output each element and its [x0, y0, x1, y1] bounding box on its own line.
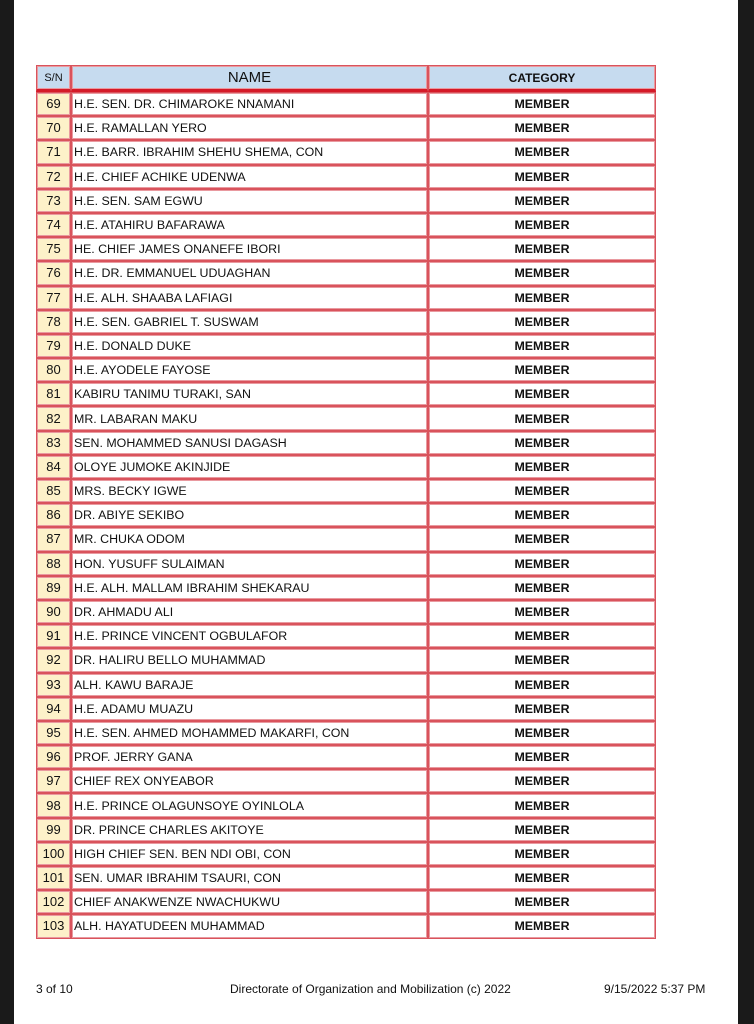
table-row	[36, 818, 656, 842]
row-name: DR. AHMADU ALI	[71, 600, 428, 624]
row-sn: 73	[36, 189, 71, 213]
row-name: H.E. ATAHIRU BAFARAWA	[71, 213, 428, 237]
table-row	[36, 431, 656, 455]
row-sn: 101	[36, 866, 71, 890]
row-category: MEMBER	[428, 189, 656, 213]
header-name: NAME	[71, 65, 428, 92]
row-category: MEMBER	[428, 92, 656, 116]
row-name: H.E. ALH. SHAABA LAFIAGI	[71, 286, 428, 310]
table-row	[36, 890, 656, 914]
row-category: MEMBER	[428, 890, 656, 914]
row-name: H.E. PRINCE OLAGUNSOYE OYINLOLA	[71, 793, 428, 817]
row-name: SEN. UMAR IBRAHIM TSAURI, CON	[71, 866, 428, 890]
row-category: MEMBER	[428, 673, 656, 697]
row-name: H.E. DONALD DUKE	[71, 334, 428, 358]
row-sn: 95	[36, 721, 71, 745]
row-name: H.E. RAMALLAN YERO	[71, 116, 428, 140]
row-sn: 93	[36, 673, 71, 697]
row-sn: 97	[36, 769, 71, 793]
row-sn: 84	[36, 455, 71, 479]
row-name: HIGH CHIEF SEN. BEN NDI OBI, CON	[71, 842, 428, 866]
row-category: MEMBER	[428, 382, 656, 406]
table-body	[36, 92, 656, 939]
row-category: MEMBER	[428, 721, 656, 745]
row-name: HON. YUSUFF SULAIMAN	[71, 552, 428, 576]
table-row	[36, 697, 656, 721]
table-row	[36, 745, 656, 769]
row-category: MEMBER	[428, 914, 656, 938]
row-sn: 99	[36, 818, 71, 842]
row-name: CHIEF REX ONYEABOR	[71, 769, 428, 793]
header-sn: S/N	[36, 65, 71, 92]
table-row	[36, 479, 656, 503]
row-category: MEMBER	[428, 165, 656, 189]
table-row	[36, 793, 656, 817]
row-sn: 81	[36, 382, 71, 406]
table-row	[36, 914, 656, 938]
table-row	[36, 358, 656, 382]
table-row	[36, 552, 656, 576]
row-category: MEMBER	[428, 745, 656, 769]
row-name: H.E. SEN. AHMED MOHAMMED MAKARFI, CON	[71, 721, 428, 745]
table-header-row	[36, 65, 656, 92]
row-category: MEMBER	[428, 624, 656, 648]
row-name: SEN. MOHAMMED SANUSI DAGASH	[71, 431, 428, 455]
row-name: H.E. CHIEF ACHIKE UDENWA	[71, 165, 428, 189]
row-name: ALH. KAWU BARAJE	[71, 673, 428, 697]
row-category: MEMBER	[428, 358, 656, 382]
table-row	[36, 261, 656, 285]
member-table-container	[36, 65, 656, 939]
row-sn: 70	[36, 116, 71, 140]
row-sn: 69	[36, 92, 71, 116]
row-sn: 102	[36, 890, 71, 914]
table-row	[36, 334, 656, 358]
row-category: MEMBER	[428, 213, 656, 237]
row-category: MEMBER	[428, 261, 656, 285]
row-category: MEMBER	[428, 576, 656, 600]
table-row	[36, 92, 656, 116]
row-name: PROF. JERRY GANA	[71, 745, 428, 769]
table-row	[36, 503, 656, 527]
row-category: MEMBER	[428, 286, 656, 310]
row-name: MR. LABARAN MAKU	[71, 406, 428, 430]
page-number: 3 of 10	[36, 982, 73, 996]
row-sn: 103	[36, 914, 71, 938]
row-name: H.E. AYODELE FAYOSE	[71, 358, 428, 382]
row-category: MEMBER	[428, 140, 656, 164]
table-row	[36, 455, 656, 479]
print-datetime: 9/15/2022 5:37 PM	[604, 982, 706, 996]
row-category: MEMBER	[428, 431, 656, 455]
row-sn: 72	[36, 165, 71, 189]
row-sn: 75	[36, 237, 71, 261]
row-name: DR. HALIRU BELLO MUHAMMAD	[71, 648, 428, 672]
row-sn: 89	[36, 576, 71, 600]
document-page	[14, 0, 738, 1024]
row-category: MEMBER	[428, 842, 656, 866]
row-sn: 87	[36, 527, 71, 551]
row-name: HE. CHIEF JAMES ONANEFE IBORI	[71, 237, 428, 261]
row-sn: 74	[36, 213, 71, 237]
row-name: OLOYE JUMOKE AKINJIDE	[71, 455, 428, 479]
table-row	[36, 213, 656, 237]
row-sn: 78	[36, 310, 71, 334]
row-category: MEMBER	[428, 334, 656, 358]
table-row	[36, 624, 656, 648]
row-name: DR. PRINCE CHARLES AKITOYE	[71, 818, 428, 842]
row-sn: 98	[36, 793, 71, 817]
row-name: ALH. HAYATUDEEN MUHAMMAD	[71, 914, 428, 938]
row-category: MEMBER	[428, 116, 656, 140]
table-row	[36, 842, 656, 866]
row-name: MR. CHUKA ODOM	[71, 527, 428, 551]
row-category: MEMBER	[428, 479, 656, 503]
table-row	[36, 648, 656, 672]
row-category: MEMBER	[428, 866, 656, 890]
row-category: MEMBER	[428, 406, 656, 430]
table-row	[36, 406, 656, 430]
row-name: CHIEF ANAKWENZE NWACHUKWU	[71, 890, 428, 914]
row-category: MEMBER	[428, 697, 656, 721]
row-sn: 88	[36, 552, 71, 576]
row-name: H.E. ADAMU MUAZU	[71, 697, 428, 721]
row-sn: 94	[36, 697, 71, 721]
row-name: H.E. SEN. SAM EGWU	[71, 189, 428, 213]
row-category: MEMBER	[428, 237, 656, 261]
table-row	[36, 769, 656, 793]
header-category: CATEGORY	[428, 65, 656, 92]
table-row	[36, 165, 656, 189]
row-name: MRS. BECKY IGWE	[71, 479, 428, 503]
table-row	[36, 673, 656, 697]
row-name: H.E. DR. EMMANUEL UDUAGHAN	[71, 261, 428, 285]
row-name: KABIRU TANIMU TURAKI, SAN	[71, 382, 428, 406]
table-row	[36, 721, 656, 745]
row-category: MEMBER	[428, 600, 656, 624]
row-name: DR. ABIYE SEKIBO	[71, 503, 428, 527]
row-category: MEMBER	[428, 793, 656, 817]
row-category: MEMBER	[428, 527, 656, 551]
row-category: MEMBER	[428, 310, 656, 334]
table-row	[36, 600, 656, 624]
row-sn: 77	[36, 286, 71, 310]
row-sn: 100	[36, 842, 71, 866]
row-sn: 82	[36, 406, 71, 430]
row-sn: 83	[36, 431, 71, 455]
table-row	[36, 310, 656, 334]
row-category: MEMBER	[428, 552, 656, 576]
table-row	[36, 382, 656, 406]
row-sn: 86	[36, 503, 71, 527]
row-name: H.E. SEN. DR. CHIMAROKE NNAMANI	[71, 92, 428, 116]
row-name: H.E. BARR. IBRAHIM SHEHU SHEMA, CON	[71, 140, 428, 164]
row-sn: 79	[36, 334, 71, 358]
table-row	[36, 286, 656, 310]
row-sn: 91	[36, 624, 71, 648]
row-sn: 85	[36, 479, 71, 503]
row-category: MEMBER	[428, 455, 656, 479]
table-row	[36, 576, 656, 600]
row-category: MEMBER	[428, 769, 656, 793]
table-row	[36, 116, 656, 140]
row-category: MEMBER	[428, 503, 656, 527]
table-row	[36, 237, 656, 261]
row-sn: 80	[36, 358, 71, 382]
row-category: MEMBER	[428, 648, 656, 672]
table-row	[36, 140, 656, 164]
row-name: H.E. ALH. MALLAM IBRAHIM SHEKARAU	[71, 576, 428, 600]
member-table	[36, 65, 656, 939]
table-row	[36, 866, 656, 890]
row-sn: 71	[36, 140, 71, 164]
row-sn: 92	[36, 648, 71, 672]
row-sn: 76	[36, 261, 71, 285]
table-row	[36, 527, 656, 551]
row-sn: 90	[36, 600, 71, 624]
row-category: MEMBER	[428, 818, 656, 842]
row-name: H.E. SEN. GABRIEL T. SUSWAM	[71, 310, 428, 334]
row-sn: 96	[36, 745, 71, 769]
table-row	[36, 189, 656, 213]
row-name: H.E. PRINCE VINCENT OGBULAFOR	[71, 624, 428, 648]
footer-copyright: Directorate of Organization and Mobilization (c) 2022	[230, 982, 511, 996]
